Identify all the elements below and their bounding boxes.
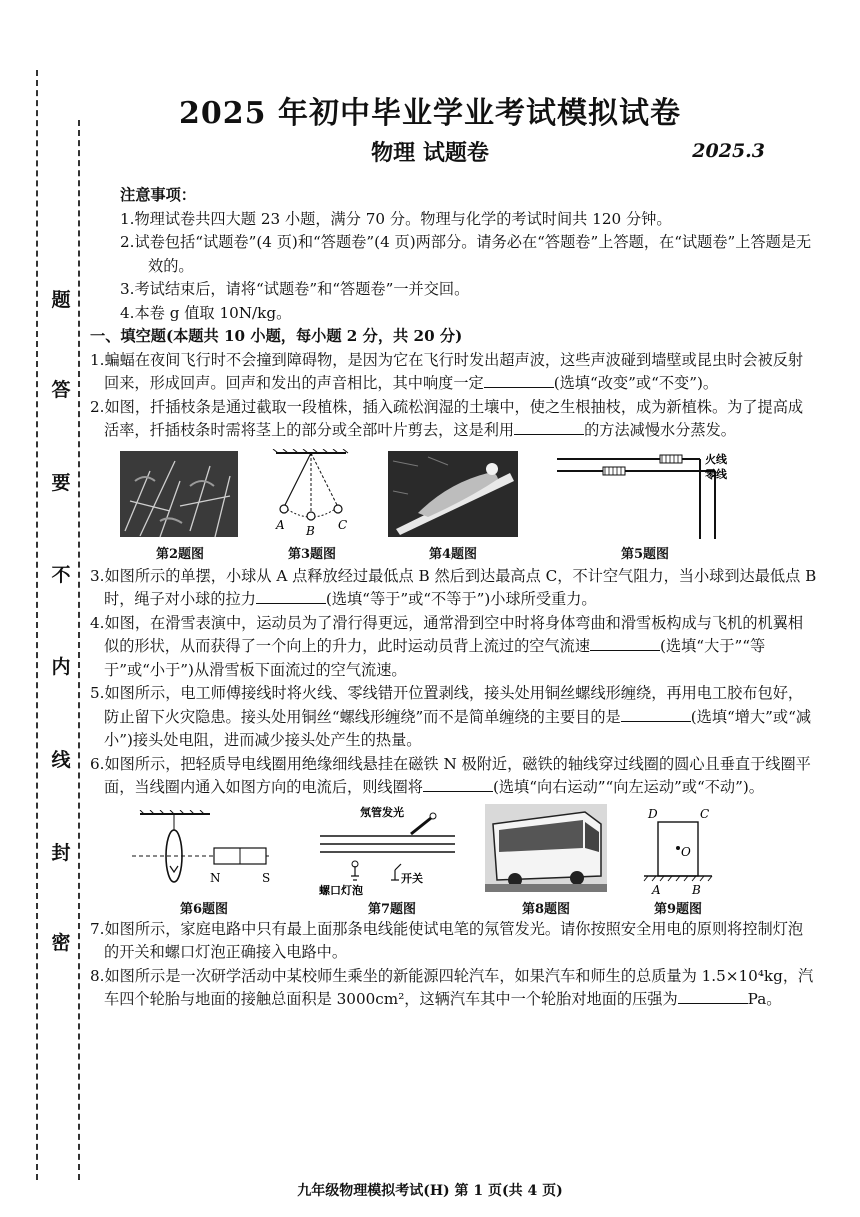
exam-title: 2025 年初中毕业学业考试模拟试卷 bbox=[179, 96, 681, 131]
seal-char: 内 bbox=[50, 652, 72, 679]
question-1 bbox=[90, 349, 818, 396]
figure-caption: 第5题图 bbox=[620, 546, 670, 562]
answer-blank bbox=[514, 420, 584, 435]
question-text: 4.如图，在滑雪表演中，运动员为了滑行得更远，通常滑到空中时将身体弯曲和滑雪板构成与飞机的机翼相似的形状，从而获得了一个向上的升力，此时运动员背上流过的空气流速 bbox=[90, 613, 804, 655]
seal-char: 要 bbox=[50, 468, 72, 495]
question-text: 3.如图所示的单摆，小球从 A 点释放经过最低点 B 然后到达最高点 C，不计空气阻力，当小球到达最低点 B 时，绳子对小球的拉力 bbox=[90, 566, 817, 608]
fig3-label: A bbox=[276, 517, 285, 532]
exam-subtitle: 物理 试题卷 bbox=[371, 140, 489, 166]
exam-date: 2025.3 bbox=[692, 140, 765, 162]
figure-caption: 第4题图 bbox=[428, 546, 478, 562]
notice-item: 4.本卷 g 值取 10N/kg。 bbox=[120, 303, 292, 322]
fig5-label-neutral: 零线 bbox=[705, 467, 727, 481]
question-text: 5.如图所示，电工师傅接线时将火线、零线错开位置剥线，接头处用铜丝螺线形缠绕，再用电工胶布包好，防止留下火灾隐患。接头处用铜丝“螺线形缠绕”而不是简单缠绕的主要目的是 bbox=[90, 684, 804, 726]
fig7-label-switch: 开关 bbox=[401, 871, 423, 885]
fig7-label-neon: 氖管发光 bbox=[360, 805, 404, 819]
fig9-label: C bbox=[700, 806, 710, 821]
question-text: (选填“等于”或“不等于”)小球所受重力。 bbox=[325, 590, 597, 608]
fig3-label: C bbox=[338, 517, 348, 532]
inner-seal-line bbox=[78, 120, 80, 1180]
question-text: 8.如图所示是一次研学活动中某校师生乘坐的新能源四轮汽车，如果汽车和师生的总质量为 1.5×10⁴kg，汽车四个轮胎与地面的接触总面积是 3000cm²，这辆汽车其中一个轮胎对地面的压强为 bbox=[90, 966, 814, 1008]
figure-3-pendulum bbox=[266, 449, 356, 541]
question-5 bbox=[90, 682, 818, 753]
question-text: 2.如图，扦插枝条是通过截取一段植株，插入疏松润湿的土壤中，使之生根抽枝，成为新植株。为了提高成活率，扦插枝条时需将茎上的部分或全部叶片剪去，这是利用 bbox=[90, 397, 804, 439]
figure-caption: 第9题图 bbox=[653, 901, 703, 917]
figure-8-bus-photo bbox=[485, 804, 607, 892]
question-text: (选填“增大”或“减小”)接头处电阻，进而减少接头处产生的热量。 bbox=[104, 707, 812, 749]
answer-blank bbox=[678, 989, 748, 1004]
question-8 bbox=[90, 965, 818, 1012]
section-title: 一、填空题(本题共 10 小题，每小题 2 分，共 20 分) bbox=[90, 327, 463, 345]
figure-caption: 第2题图 bbox=[155, 546, 205, 562]
question-text: 6.如图所示，把轻质导电线圈用绝缘细线悬挂在磁铁 N 极附近，磁铁的轴线穿过线圈的圆心且垂直于线圈平面，当线圈内通入如图方向的电流后，则线圈将 bbox=[90, 754, 811, 796]
question-2 bbox=[90, 396, 818, 443]
fig6-label-n: N bbox=[210, 870, 221, 885]
figure-7-circuit bbox=[315, 804, 465, 896]
seal-char: 密 bbox=[50, 928, 72, 955]
question-text: Pa。 bbox=[747, 990, 782, 1008]
seal-char: 线 bbox=[50, 745, 72, 772]
answer-blank bbox=[590, 636, 660, 651]
question-7 bbox=[90, 918, 818, 965]
figure-caption: 第6题图 bbox=[179, 901, 229, 917]
seal-char: 答 bbox=[50, 375, 72, 402]
question-text: 1.蝙蝠在夜间飞行时不会撞到障碍物，是因为它在飞行时发出超声波，这些声波碰到墙壁或昆虫时会被反射回来，形成回声。回声和发出的声音相比，其中响度一定 bbox=[90, 350, 804, 392]
notice-block bbox=[90, 184, 818, 325]
figure-caption: 第3题图 bbox=[287, 546, 337, 562]
figure-9-block bbox=[638, 804, 718, 896]
fig7-label-bulb: 螺口灯泡 bbox=[319, 883, 363, 896]
question-text: (选填“大于”“等于”或“小于”)从滑雪板下面流过的空气流速。 bbox=[104, 637, 766, 679]
seal-char: 题 bbox=[50, 285, 72, 312]
question-text: (选填“向右运动”“向左运动”或“不动”)。 bbox=[492, 778, 764, 796]
fig3-label: B bbox=[306, 523, 315, 538]
fig9-label: B bbox=[692, 882, 701, 896]
seal-char: 不 bbox=[50, 560, 72, 587]
binding-margin bbox=[0, 0, 90, 1217]
fig9-label: D bbox=[648, 806, 658, 821]
question-6 bbox=[90, 753, 818, 800]
fig6-label-s: S bbox=[262, 870, 271, 885]
outer-cut-line bbox=[36, 70, 38, 1180]
seal-char: 封 bbox=[50, 838, 72, 865]
notice-heading: 注意事项： bbox=[120, 186, 196, 204]
question-4 bbox=[90, 612, 818, 683]
fig9-label: O bbox=[681, 844, 691, 859]
page-footer: 九年级物理模拟考试(H) 第 1 页(共 4 页) bbox=[297, 1183, 563, 1199]
figure-row-1 bbox=[90, 449, 818, 561]
notice-item: 2.试卷包括“试题卷”(4 页)和“答题卷”(4 页)两部分。请务必在“答题卷”上答题，在“试题卷”上答题是无效的。 bbox=[120, 233, 812, 275]
answer-blank bbox=[484, 373, 554, 388]
question-3 bbox=[90, 565, 818, 612]
question-text: (选填“改变”或“不变”)。 bbox=[553, 374, 719, 392]
fig5-label-live: 火线 bbox=[705, 452, 727, 466]
figure-5-wires bbox=[555, 451, 740, 539]
page-content bbox=[90, 184, 818, 1012]
question-text: 的方法减慢水分蒸发。 bbox=[584, 421, 736, 439]
figure-caption: 第7题图 bbox=[367, 901, 417, 917]
figure-row-2 bbox=[90, 804, 818, 916]
figure-4-skier-photo bbox=[388, 451, 518, 537]
figure-6-coil-magnet bbox=[130, 810, 280, 888]
figure-caption: 第8题图 bbox=[521, 901, 571, 917]
notice-item: 3.考试结束后，请将“试题卷”和“答题卷”一并交回。 bbox=[120, 280, 470, 298]
notice-item: 1.物理试卷共四大题 23 小题，满分 70 分。物理与化学的考试时间共 120 分钟。 bbox=[120, 209, 672, 228]
figure-2-cutting-photo bbox=[120, 451, 238, 537]
answer-blank bbox=[256, 589, 326, 604]
fig9-label: A bbox=[652, 882, 661, 896]
answer-blank bbox=[621, 707, 691, 722]
question-text: 7.如图所示，家庭电路中只有最上面那条电线能使试电笔的氖管发光。请你按照安全用电的原则将控制灯泡的开关和螺口灯泡正确接入电路中。 bbox=[90, 919, 804, 961]
answer-blank bbox=[423, 777, 493, 792]
